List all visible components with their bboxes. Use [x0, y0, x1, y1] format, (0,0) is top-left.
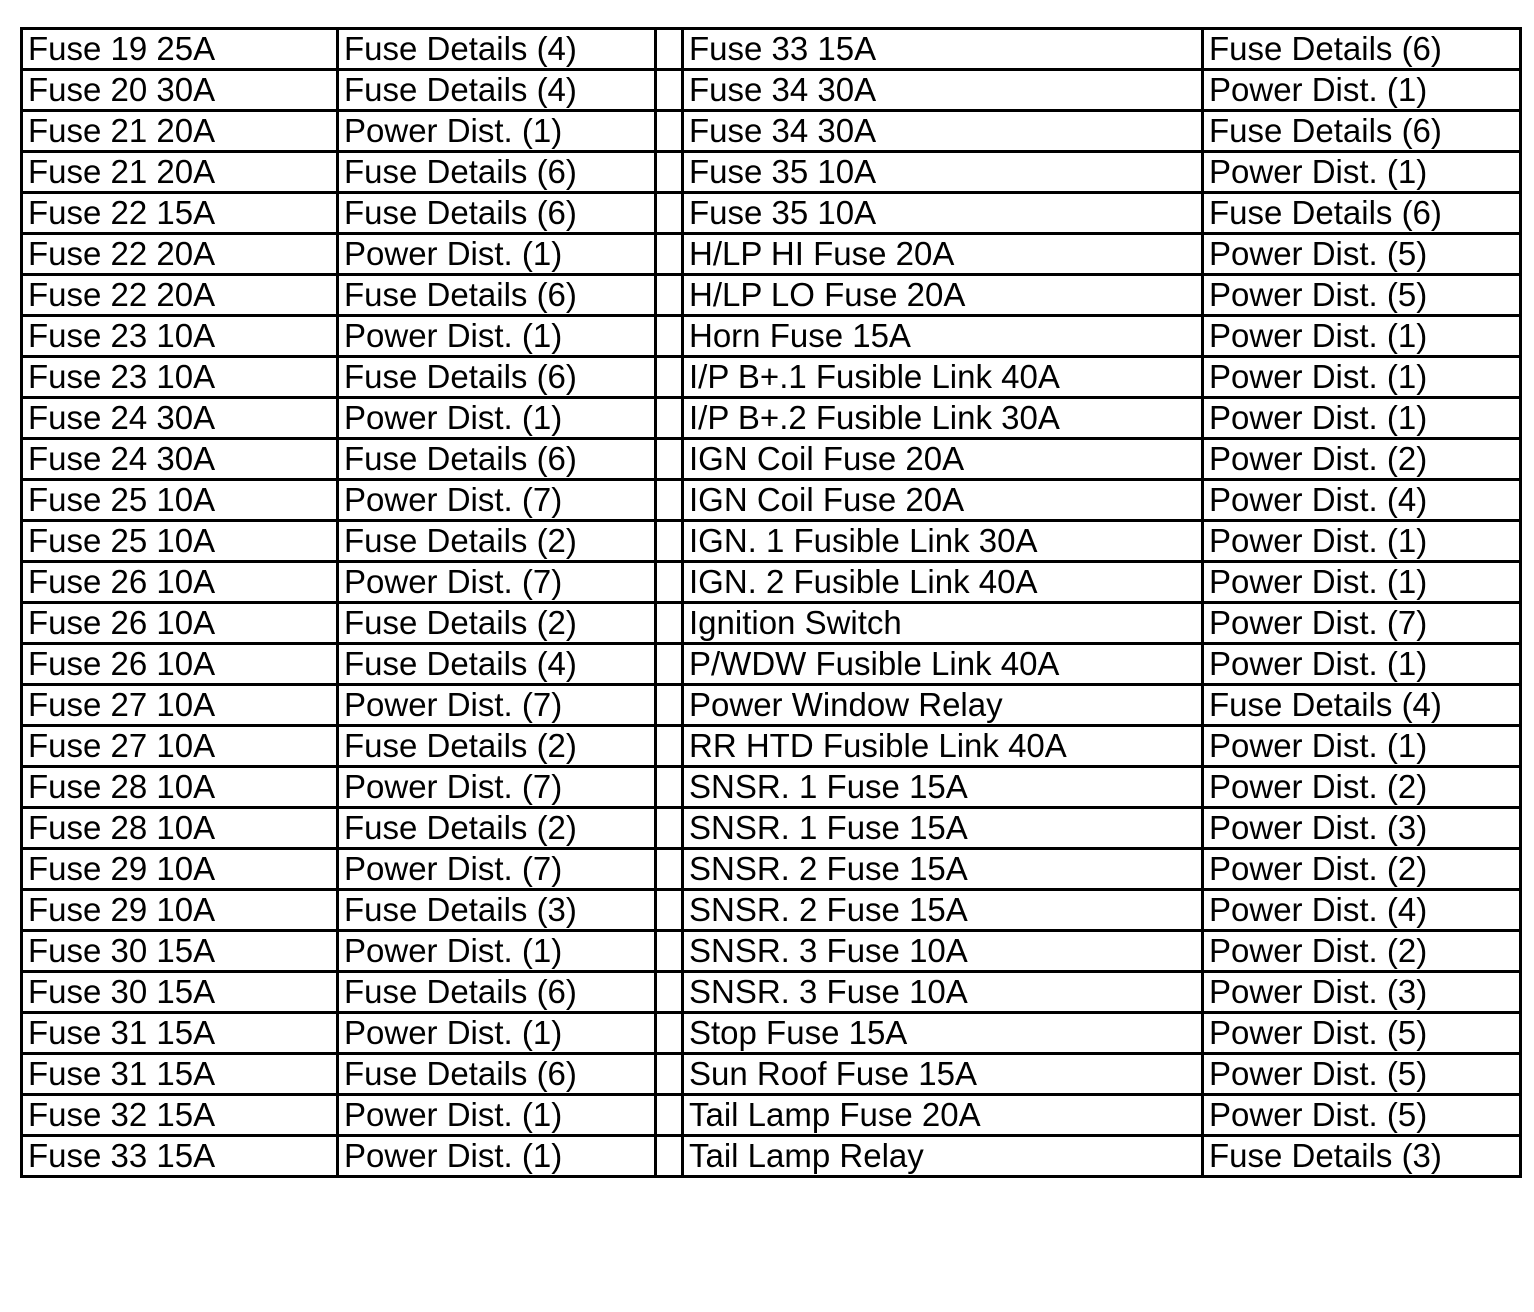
right-ref-cell: Power Dist. (5): [1203, 275, 1521, 316]
right-fuse-cell: Fuse 34 30A: [683, 70, 1203, 111]
left-fuse-cell: Fuse 33 15A: [22, 1136, 338, 1177]
right-ref-cell: Power Dist. (4): [1203, 890, 1521, 931]
right-fuse-cell: Tail Lamp Relay: [683, 1136, 1203, 1177]
left-ref-cell: Power Dist. (7): [338, 849, 656, 890]
left-fuse-cell: Fuse 25 10A: [22, 480, 338, 521]
column-separator: [656, 70, 683, 111]
left-fuse-cell: Fuse 22 20A: [22, 234, 338, 275]
column-separator: [656, 972, 683, 1013]
left-fuse-cell: Fuse 25 10A: [22, 521, 338, 562]
right-ref-cell: Power Dist. (3): [1203, 808, 1521, 849]
table-row: [22, 808, 1521, 849]
left-fuse-cell: Fuse 20 30A: [22, 70, 338, 111]
table-row: [22, 480, 1521, 521]
left-fuse-cell: Fuse 30 15A: [22, 931, 338, 972]
left-ref-cell: Power Dist. (7): [338, 767, 656, 808]
table-row: [22, 562, 1521, 603]
right-fuse-cell: I/P B+.2 Fusible Link 30A: [683, 398, 1203, 439]
left-ref-cell: Fuse Details (6): [338, 1054, 656, 1095]
left-fuse-cell: Fuse 19 25A: [22, 29, 338, 70]
column-separator: [656, 685, 683, 726]
table-row: [22, 603, 1521, 644]
left-ref-cell: Fuse Details (4): [338, 644, 656, 685]
column-separator: [656, 480, 683, 521]
table-row: [22, 767, 1521, 808]
left-fuse-cell: Fuse 31 15A: [22, 1013, 338, 1054]
column-separator: [656, 931, 683, 972]
right-ref-cell: Power Dist. (1): [1203, 357, 1521, 398]
table-row: [22, 275, 1521, 316]
left-fuse-cell: Fuse 28 10A: [22, 767, 338, 808]
column-separator: [656, 1095, 683, 1136]
right-ref-cell: Power Dist. (5): [1203, 1013, 1521, 1054]
table-row: [22, 439, 1521, 480]
column-separator: [656, 398, 683, 439]
column-separator: [656, 193, 683, 234]
left-fuse-cell: Fuse 26 10A: [22, 603, 338, 644]
right-ref-cell: Fuse Details (6): [1203, 193, 1521, 234]
left-ref-cell: Fuse Details (6): [338, 152, 656, 193]
table-row: [22, 398, 1521, 439]
table-row: [22, 1136, 1521, 1177]
right-fuse-cell: Fuse 33 15A: [683, 29, 1203, 70]
fuse-index-table: [20, 27, 1522, 1178]
right-fuse-cell: RR HTD Fusible Link 40A: [683, 726, 1203, 767]
left-fuse-cell: Fuse 27 10A: [22, 726, 338, 767]
column-separator: [656, 357, 683, 398]
right-ref-cell: Power Dist. (1): [1203, 726, 1521, 767]
fuse-index-body: [22, 29, 1521, 1177]
table-row: [22, 1054, 1521, 1095]
right-ref-cell: Fuse Details (6): [1203, 29, 1521, 70]
left-fuse-cell: Fuse 22 20A: [22, 275, 338, 316]
column-separator: [656, 1136, 683, 1177]
right-ref-cell: Power Dist. (2): [1203, 767, 1521, 808]
left-fuse-cell: Fuse 23 10A: [22, 357, 338, 398]
column-separator: [656, 439, 683, 480]
column-separator: [656, 275, 683, 316]
right-ref-cell: Power Dist. (2): [1203, 849, 1521, 890]
right-ref-cell: Fuse Details (6): [1203, 111, 1521, 152]
column-separator: [656, 1054, 683, 1095]
right-fuse-cell: SNSR. 1 Fuse 15A: [683, 808, 1203, 849]
table-row: [22, 193, 1521, 234]
column-separator: [656, 29, 683, 70]
left-ref-cell: Power Dist. (7): [338, 685, 656, 726]
left-ref-cell: Fuse Details (6): [338, 972, 656, 1013]
left-ref-cell: Power Dist. (1): [338, 931, 656, 972]
left-ref-cell: Fuse Details (4): [338, 70, 656, 111]
right-ref-cell: Power Dist. (3): [1203, 972, 1521, 1013]
column-separator: [656, 234, 683, 275]
table-row: [22, 111, 1521, 152]
right-ref-cell: Fuse Details (4): [1203, 685, 1521, 726]
table-row: [22, 890, 1521, 931]
table-row: [22, 521, 1521, 562]
right-ref-cell: Power Dist. (1): [1203, 562, 1521, 603]
right-fuse-cell: IGN Coil Fuse 20A: [683, 439, 1203, 480]
table-row: [22, 1095, 1521, 1136]
right-fuse-cell: IGN Coil Fuse 20A: [683, 480, 1203, 521]
right-fuse-cell: SNSR. 3 Fuse 10A: [683, 931, 1203, 972]
left-ref-cell: Fuse Details (6): [338, 193, 656, 234]
left-ref-cell: Fuse Details (2): [338, 808, 656, 849]
right-ref-cell: Power Dist. (5): [1203, 1054, 1521, 1095]
left-ref-cell: Power Dist. (1): [338, 398, 656, 439]
right-fuse-cell: P/WDW Fusible Link 40A: [683, 644, 1203, 685]
column-separator: [656, 644, 683, 685]
left-fuse-cell: Fuse 28 10A: [22, 808, 338, 849]
table-row: [22, 644, 1521, 685]
right-fuse-cell: IGN. 1 Fusible Link 30A: [683, 521, 1203, 562]
left-ref-cell: Fuse Details (6): [338, 357, 656, 398]
right-fuse-cell: Ignition Switch: [683, 603, 1203, 644]
left-fuse-cell: Fuse 29 10A: [22, 849, 338, 890]
right-fuse-cell: Fuse 35 10A: [683, 193, 1203, 234]
column-separator: [656, 603, 683, 644]
right-ref-cell: Power Dist. (5): [1203, 1095, 1521, 1136]
right-fuse-cell: H/LP HI Fuse 20A: [683, 234, 1203, 275]
left-fuse-cell: Fuse 29 10A: [22, 890, 338, 931]
column-separator: [656, 562, 683, 603]
left-ref-cell: Power Dist. (1): [338, 111, 656, 152]
right-fuse-cell: Power Window Relay: [683, 685, 1203, 726]
left-ref-cell: Power Dist. (7): [338, 562, 656, 603]
right-ref-cell: Power Dist. (1): [1203, 316, 1521, 357]
right-fuse-cell: Tail Lamp Fuse 20A: [683, 1095, 1203, 1136]
table-row: [22, 685, 1521, 726]
column-separator: [656, 152, 683, 193]
right-ref-cell: Power Dist. (1): [1203, 152, 1521, 193]
table-row: [22, 972, 1521, 1013]
right-ref-cell: Power Dist. (1): [1203, 70, 1521, 111]
left-fuse-cell: Fuse 27 10A: [22, 685, 338, 726]
right-fuse-cell: Horn Fuse 15A: [683, 316, 1203, 357]
right-fuse-cell: I/P B+.1 Fusible Link 40A: [683, 357, 1203, 398]
column-separator: [656, 890, 683, 931]
left-ref-cell: Fuse Details (2): [338, 521, 656, 562]
left-fuse-cell: Fuse 31 15A: [22, 1054, 338, 1095]
right-fuse-cell: H/LP LO Fuse 20A: [683, 275, 1203, 316]
right-fuse-cell: Stop Fuse 15A: [683, 1013, 1203, 1054]
right-ref-cell: Power Dist. (2): [1203, 439, 1521, 480]
left-ref-cell: Fuse Details (2): [338, 603, 656, 644]
right-fuse-cell: SNSR. 2 Fuse 15A: [683, 849, 1203, 890]
right-ref-cell: Power Dist. (7): [1203, 603, 1521, 644]
left-ref-cell: Fuse Details (6): [338, 275, 656, 316]
right-fuse-cell: IGN. 2 Fusible Link 40A: [683, 562, 1203, 603]
right-fuse-cell: Fuse 35 10A: [683, 152, 1203, 193]
left-fuse-cell: Fuse 24 30A: [22, 398, 338, 439]
left-fuse-cell: Fuse 21 20A: [22, 152, 338, 193]
left-fuse-cell: Fuse 30 15A: [22, 972, 338, 1013]
right-fuse-cell: SNSR. 1 Fuse 15A: [683, 767, 1203, 808]
right-fuse-cell: SNSR. 2 Fuse 15A: [683, 890, 1203, 931]
left-fuse-cell: Fuse 21 20A: [22, 111, 338, 152]
left-ref-cell: Fuse Details (6): [338, 439, 656, 480]
right-fuse-cell: SNSR. 3 Fuse 10A: [683, 972, 1203, 1013]
left-ref-cell: Power Dist. (7): [338, 480, 656, 521]
left-ref-cell: Power Dist. (1): [338, 1136, 656, 1177]
right-fuse-cell: Sun Roof Fuse 15A: [683, 1054, 1203, 1095]
left-fuse-cell: Fuse 24 30A: [22, 439, 338, 480]
left-ref-cell: Power Dist. (1): [338, 316, 656, 357]
left-ref-cell: Fuse Details (4): [338, 29, 656, 70]
table-row: [22, 849, 1521, 890]
left-fuse-cell: Fuse 22 15A: [22, 193, 338, 234]
column-separator: [656, 808, 683, 849]
table-row: [22, 29, 1521, 70]
column-separator: [656, 521, 683, 562]
table-row: [22, 726, 1521, 767]
left-fuse-cell: Fuse 26 10A: [22, 644, 338, 685]
column-separator: [656, 849, 683, 890]
right-ref-cell: Power Dist. (4): [1203, 480, 1521, 521]
right-fuse-cell: Fuse 34 30A: [683, 111, 1203, 152]
left-fuse-cell: Fuse 26 10A: [22, 562, 338, 603]
left-ref-cell: Fuse Details (3): [338, 890, 656, 931]
right-ref-cell: Fuse Details (3): [1203, 1136, 1521, 1177]
table-row: [22, 152, 1521, 193]
table-row: [22, 316, 1521, 357]
column-separator: [656, 767, 683, 808]
column-separator: [656, 726, 683, 767]
table-row: [22, 234, 1521, 275]
right-ref-cell: Power Dist. (5): [1203, 234, 1521, 275]
table-row: [22, 1013, 1521, 1054]
left-ref-cell: Power Dist. (1): [338, 1013, 656, 1054]
column-separator: [656, 316, 683, 357]
left-ref-cell: Fuse Details (2): [338, 726, 656, 767]
table-row: [22, 70, 1521, 111]
right-ref-cell: Power Dist. (1): [1203, 398, 1521, 439]
table-row: [22, 931, 1521, 972]
left-fuse-cell: Fuse 23 10A: [22, 316, 338, 357]
left-fuse-cell: Fuse 32 15A: [22, 1095, 338, 1136]
right-ref-cell: Power Dist. (1): [1203, 644, 1521, 685]
left-ref-cell: Power Dist. (1): [338, 234, 656, 275]
column-separator: [656, 111, 683, 152]
column-separator: [656, 1013, 683, 1054]
left-ref-cell: Power Dist. (1): [338, 1095, 656, 1136]
table-row: [22, 357, 1521, 398]
right-ref-cell: Power Dist. (1): [1203, 521, 1521, 562]
right-ref-cell: Power Dist. (2): [1203, 931, 1521, 972]
